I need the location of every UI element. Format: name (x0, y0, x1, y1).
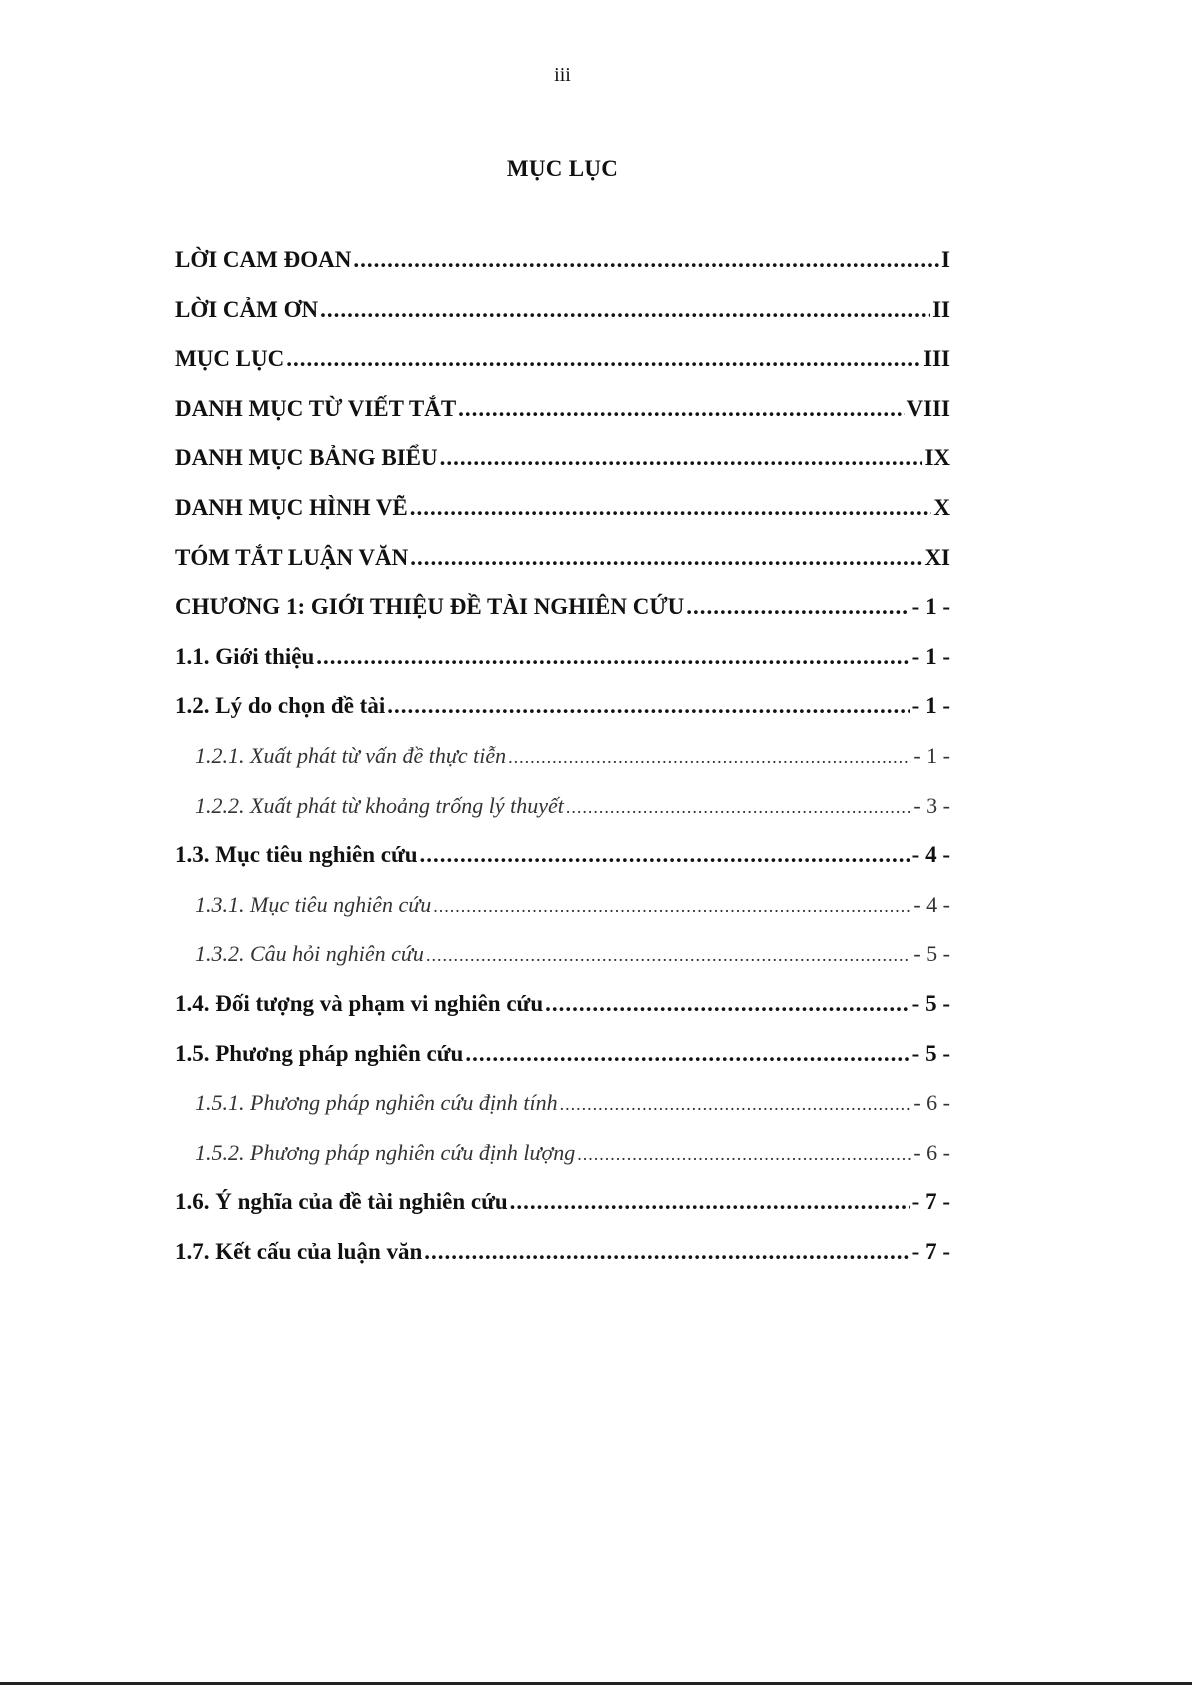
toc-entry[interactable] (175, 642, 950, 672)
page-number: iii (554, 64, 571, 86)
toc-entry[interactable] (175, 791, 950, 822)
toc-dot-leader (566, 792, 912, 822)
toc-entry-label: DANH MỤC HÌNH VẼ (175, 495, 408, 520)
toc-entry[interactable] (175, 295, 950, 325)
toc-dot-leader (458, 394, 904, 424)
toc-entry[interactable] (175, 592, 950, 622)
toc-entry[interactable] (175, 939, 950, 970)
toc-entry[interactable] (175, 543, 950, 573)
toc-entry-label: 1.3. Mục tiêu nghiên cứu (175, 842, 418, 867)
toc-entry-label: 1.5. Phương pháp nghiên cứu (175, 1041, 464, 1066)
toc-entry-label: 1.2. Lý do chọn đề tài (175, 693, 386, 718)
toc-entry[interactable] (175, 344, 950, 374)
toc-entry-page: XI (924, 545, 950, 570)
toc-dot-leader (316, 642, 909, 672)
toc-entry-page: II (932, 297, 950, 322)
toc-dot-leader (420, 840, 910, 870)
toc-dot-leader (424, 1237, 909, 1267)
toc-entry[interactable] (175, 840, 950, 870)
toc-entry-page: IX (924, 445, 950, 470)
toc-entry-page: - 5 - (911, 991, 950, 1016)
toc-entry[interactable] (175, 245, 950, 275)
toc-entry[interactable] (175, 691, 950, 721)
toc-entry-label: 1.2.1. Xuất phát từ vấn đề thực tiễn (195, 743, 507, 768)
toc-entry-label: 1.7. Kết cấu của luận văn (175, 1239, 423, 1264)
toc-dot-leader (387, 691, 909, 721)
toc-dot-leader (577, 1139, 911, 1169)
toc-entry-page: - 4 - (911, 842, 950, 867)
toc-entry[interactable] (175, 443, 950, 473)
toc-dot-leader (410, 543, 922, 573)
toc-entry[interactable] (175, 493, 950, 523)
toc-entry-label: 1.3.2. Câu hỏi nghiên cứu (195, 941, 424, 966)
toc-dot-leader (353, 245, 939, 275)
toc-entry-page: - 4 - (913, 892, 950, 917)
toc-entry-page: - 6 - (913, 1090, 950, 1115)
toc-entry-label: LỜI CẢM ƠN (175, 297, 319, 322)
toc-entry[interactable] (175, 1088, 950, 1119)
toc-entry-label: 1.2.2. Xuất phát từ khoảng trống lý thuyết (195, 793, 564, 818)
toc-entry[interactable] (175, 989, 950, 1019)
toc-entry-label: MỤC LỤC (175, 346, 285, 371)
toc-entry-page: - 5 - (913, 941, 950, 966)
toc-entry-page: X (933, 495, 950, 520)
toc-entry-label: CHƯƠNG 1: GIỚI THIỆU ĐỀ TÀI NGHIÊN CỨU (175, 594, 685, 619)
toc-dot-leader (410, 493, 932, 523)
toc-dot-leader (433, 891, 911, 921)
toc-dot-leader (286, 344, 921, 374)
toc-entry-page: - 5 - (911, 1041, 950, 1066)
toc-entry[interactable] (175, 741, 950, 772)
toc-entry-label: 1.4. Đối tượng và phạm vi nghiên cứu (175, 991, 544, 1016)
toc-dot-leader (545, 989, 910, 1019)
toc-entry[interactable] (175, 1237, 950, 1267)
toc-entry-page: - 1 - (913, 743, 950, 768)
toc-entry-page: III (923, 346, 950, 371)
toc-entry-label: 1.6. Ý nghĩa của đề tài nghiên cứu (175, 1189, 508, 1214)
toc-entry[interactable] (175, 1039, 950, 1069)
toc-entry-page: I (941, 247, 950, 272)
toc-dot-leader (508, 742, 911, 772)
toc-entry[interactable] (175, 1187, 950, 1217)
toc-entry-page: - 1 - (911, 693, 950, 718)
toc-dot-leader (465, 1039, 909, 1069)
toc-entry-page: - 3 - (913, 793, 950, 818)
toc-entry-page: - 7 - (911, 1239, 950, 1264)
toc-entry-page: VIII (906, 396, 950, 421)
toc-entry-page: - 1 - (911, 594, 950, 619)
toc-entry-label: 1.5.1. Phương pháp nghiên cứu định tính (195, 1090, 558, 1115)
toc-entry-page: - 6 - (913, 1140, 950, 1165)
toc-entry[interactable] (175, 890, 950, 921)
toc-dot-leader (560, 1089, 912, 1119)
toc-entry-label: 1.1. Giới thiệu (175, 644, 315, 669)
toc-dot-leader (510, 1187, 910, 1217)
toc-entry-label: 1.5.2. Phương pháp nghiên cứu định lượng (195, 1140, 576, 1165)
toc-dot-leader (320, 295, 930, 325)
toc-entry-page: - 1 - (911, 644, 950, 669)
toc-entry-label: TÓM TẮT LUẬN VĂN (175, 545, 409, 570)
toc-dot-leader (440, 443, 923, 473)
toc-entry-label: 1.3.1. Mục tiêu nghiên cứu (195, 892, 432, 917)
page-title: MỤC LỤC (506, 156, 619, 181)
toc-dot-leader (426, 940, 911, 970)
toc-entry-label: DANH MỤC TỪ VIẾT TẮT (175, 396, 457, 421)
toc-entry[interactable] (175, 1138, 950, 1169)
toc-entry-page: - 7 - (911, 1189, 950, 1214)
toc-dot-leader (686, 592, 909, 622)
toc-entry[interactable] (175, 394, 950, 424)
toc-entry-label: LỜI CAM ĐOAN (175, 247, 352, 272)
toc-entry-label: DANH MỤC BẢNG BIỂU (175, 445, 438, 470)
